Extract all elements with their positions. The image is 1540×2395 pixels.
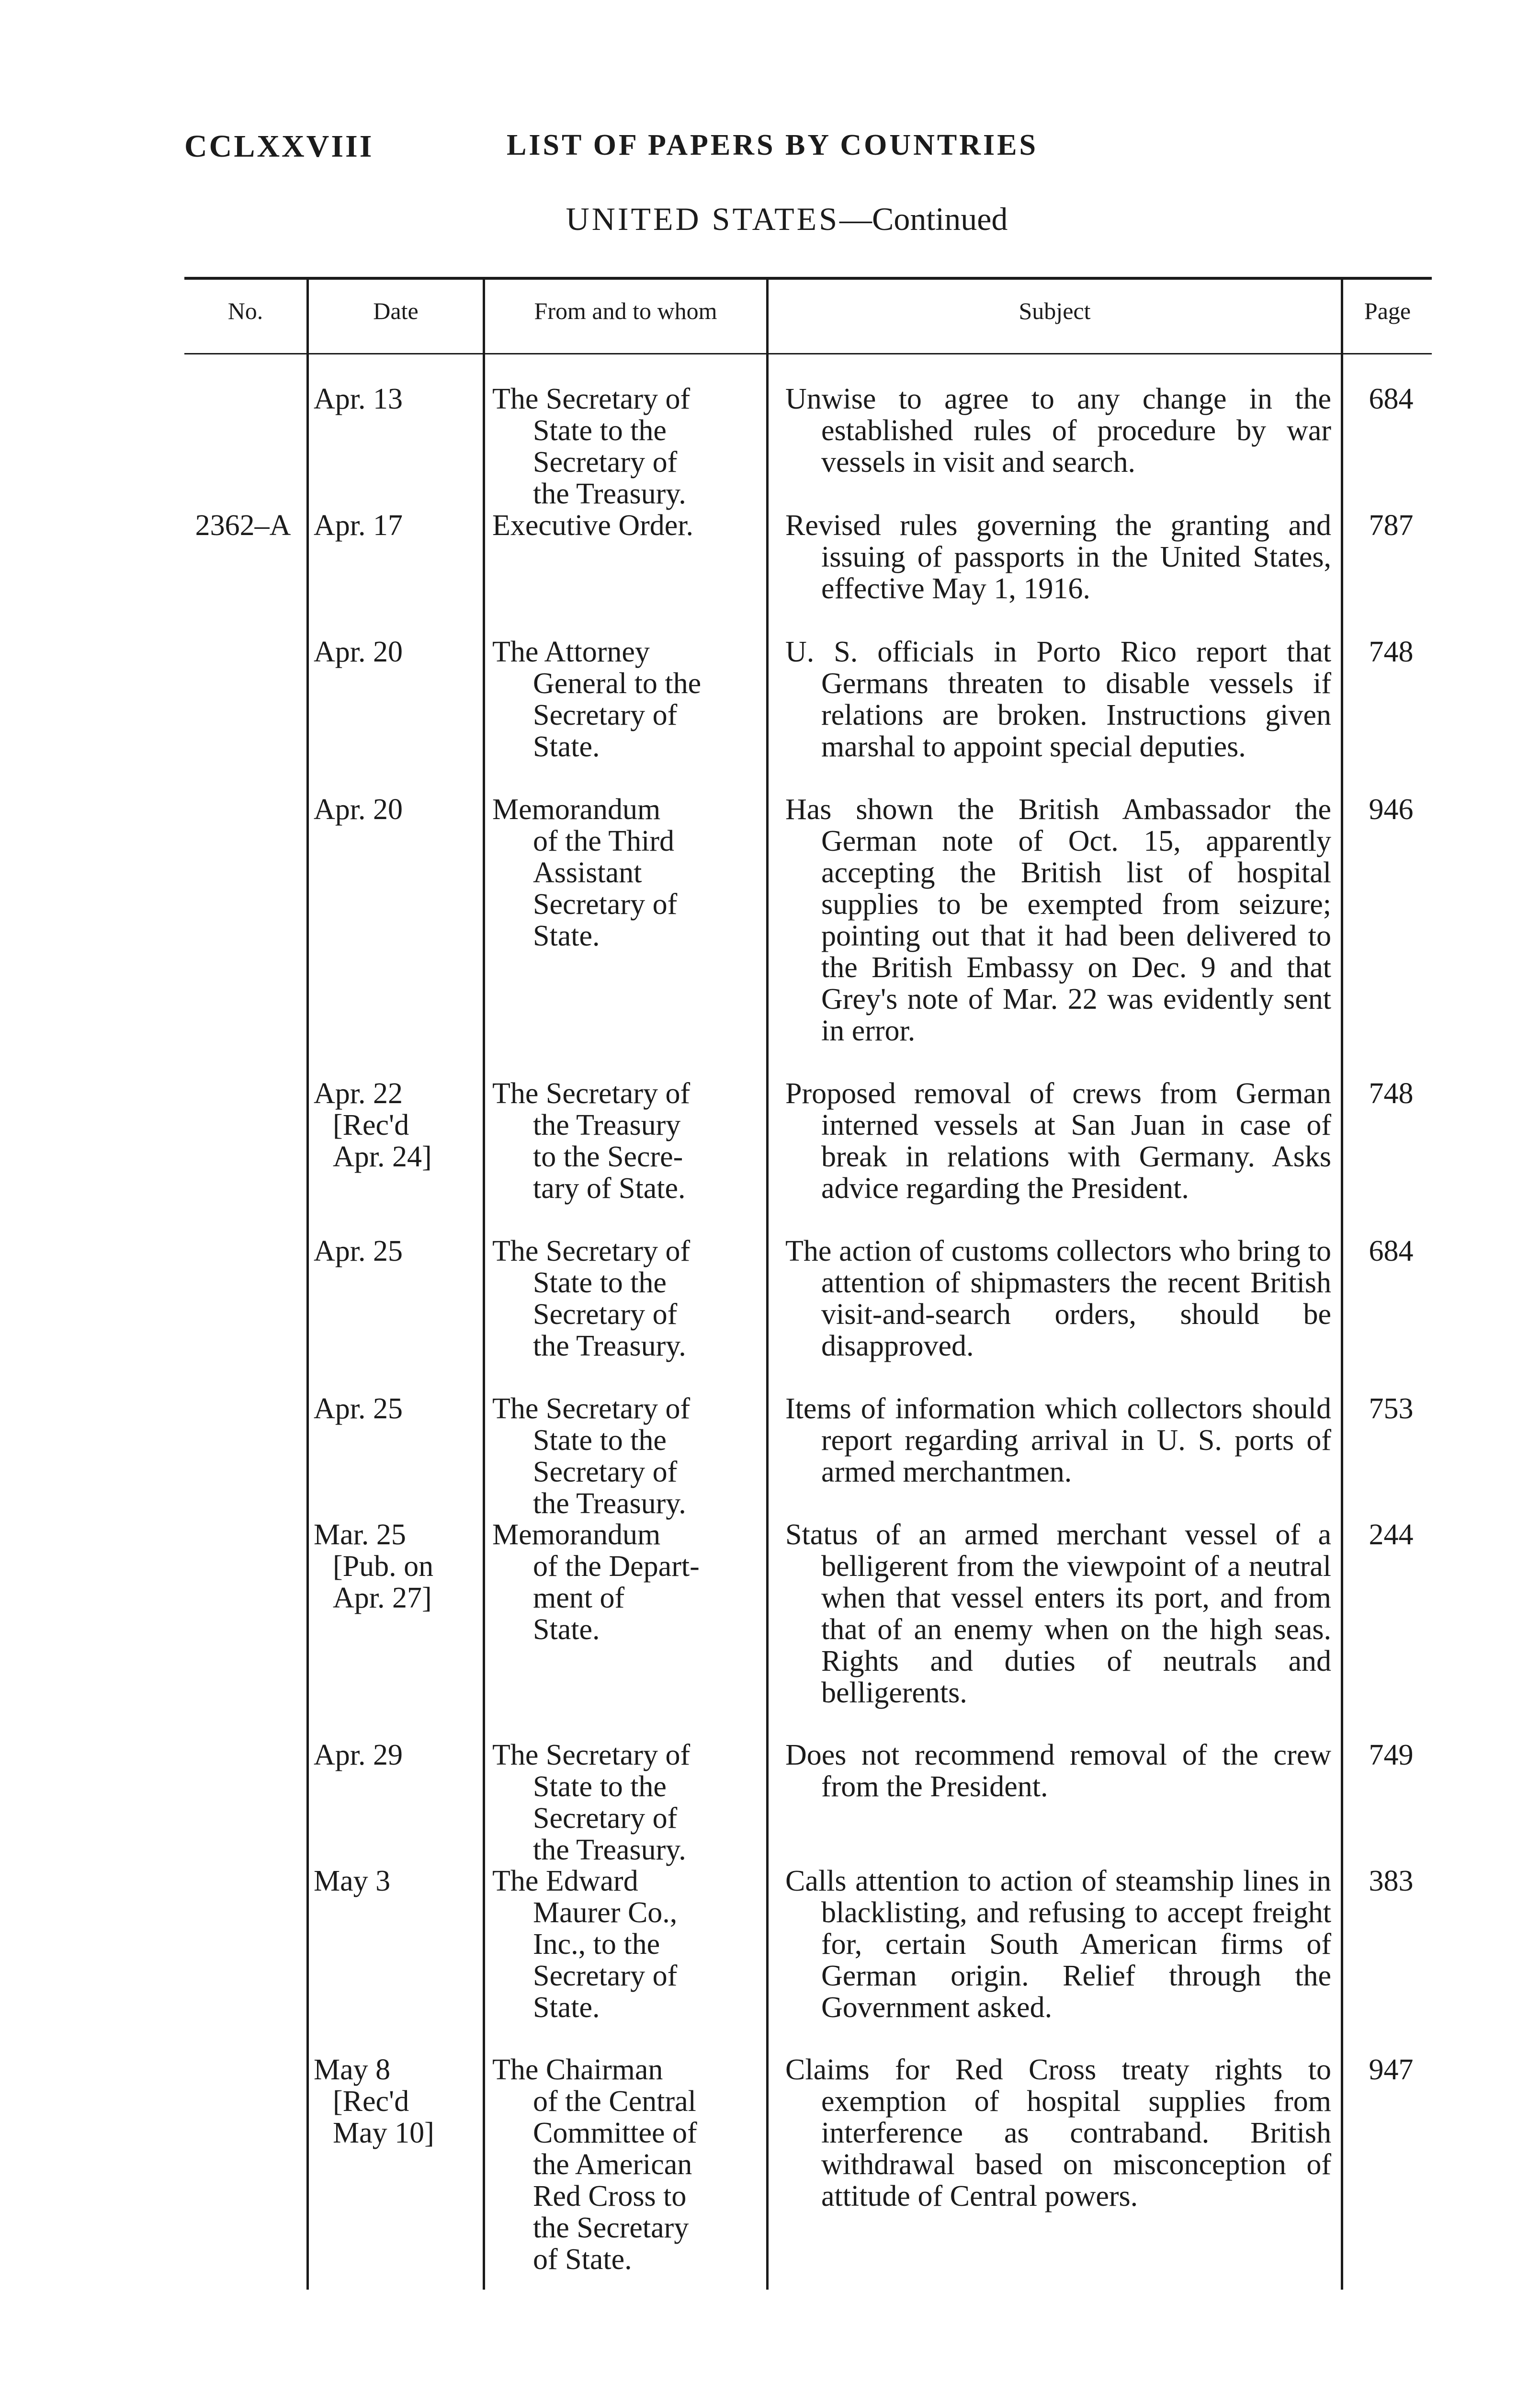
row-page: 244	[1369, 1518, 1414, 1551]
column-divider	[1341, 277, 1343, 2290]
from-line: the Treasury.	[533, 1834, 686, 1866]
date-line: Apr. 24]	[333, 1140, 432, 1173]
country-name: UNITED STATES	[566, 201, 840, 237]
from-line: Secretary of	[533, 699, 678, 731]
from-line: The Secretary of	[492, 1392, 691, 1425]
row-date	[314, 1393, 476, 1425]
from-line: of the Depart-	[533, 1550, 700, 1583]
column-header-subject: Subject	[1019, 297, 1091, 324]
from-line: State to the	[533, 1770, 667, 1803]
row-from-to	[492, 636, 758, 763]
row-date	[314, 1519, 476, 1614]
column-divider	[766, 277, 769, 2290]
row-from-to	[492, 1393, 758, 1519]
row-from-to	[492, 794, 758, 952]
row-subject: Claims for Red Cross treaty rights to exemption of hospital supplies from interference as contraband. British withdrawal based on misconception of attitude of Central powers.	[785, 2053, 1331, 2213]
table-top-rule	[184, 277, 1432, 280]
from-line: the Treasury.	[533, 478, 686, 510]
row-subject: Calls attention to action of steamship lines in blacklisting, and refusing to accept freight for, certain South American firms of German origin. Relief through the Government asked.	[785, 1865, 1331, 2024]
table-header-rule	[184, 353, 1432, 354]
from-line: the American	[533, 2148, 692, 2181]
row-from-to	[492, 1519, 758, 1645]
section-heading	[0, 200, 1540, 238]
date-line: [Pub. on	[333, 1550, 434, 1583]
row-from-to	[492, 1739, 758, 1866]
row-page: 753	[1369, 1392, 1414, 1425]
page-number: CCLXXVIII	[184, 129, 374, 164]
from-line: to the Secre-	[533, 1140, 683, 1173]
from-line: the Treasury	[533, 1109, 681, 1141]
from-line: Maurer Co.,	[533, 1896, 678, 1929]
from-line: Inc., to the	[533, 1928, 660, 1961]
row-date	[314, 1078, 476, 1173]
row-from-to	[492, 1235, 758, 1362]
date-line: Apr. 27]	[333, 1582, 432, 1614]
from-line: State.	[533, 1991, 600, 2024]
row-subject: Has shown the British Ambassador the German note of Oct. 15, apparently accepting the British list of hospital supplies to be exempted from seizure; pointing out that it had been delivered to the British Embassy on Dec. 9 and that Grey's note of Mar. 22 was evidently sent in error.	[785, 793, 1331, 1047]
from-line: Committee of	[533, 2117, 697, 2149]
from-line: Secretary of	[533, 1298, 678, 1331]
date-line: Apr. 25	[314, 1235, 403, 1267]
row-subject: Does not recommend removal of the crew from the President.	[785, 1739, 1331, 1803]
from-line: The Secretary of	[492, 383, 691, 415]
date-line: Apr. 13	[314, 383, 403, 415]
column-divider	[306, 277, 309, 2290]
from-line: Secretary of	[533, 1960, 678, 1992]
from-line: of the Central	[533, 2085, 696, 2118]
row-from-to	[492, 383, 758, 510]
from-line: The Secretary of	[492, 1235, 691, 1267]
from-line: The Secretary of	[492, 1739, 691, 1771]
date-line: [Rec'd	[333, 2085, 409, 2118]
running-title: LIST OF PAPERS BY COUNTRIES	[507, 129, 1038, 161]
from-line: The Chairman	[492, 2053, 663, 2086]
row-date	[314, 794, 476, 825]
column-header-date: Date	[373, 297, 419, 324]
from-line: State to the	[533, 414, 667, 447]
from-line: General to the	[533, 667, 702, 700]
row-date	[314, 636, 476, 668]
row-date	[314, 1235, 476, 1267]
row-date	[314, 1865, 476, 1897]
continued-label: —Continued	[839, 201, 1008, 237]
row-page: 748	[1369, 636, 1414, 668]
row-date	[314, 383, 476, 415]
from-line: the Treasury.	[533, 1330, 686, 1362]
from-line: the Treasury.	[533, 1487, 686, 1520]
from-line: The Attorney	[492, 636, 650, 668]
row-page: 787	[1369, 509, 1414, 542]
row-page: 947	[1369, 2053, 1414, 2086]
row-date	[314, 1739, 476, 1771]
row-subject: Revised rules governing the granting and issuing of passports in the United States, effective May 1, 1916.	[785, 509, 1331, 605]
column-header-from: From and to whom	[534, 297, 717, 324]
from-line: Secretary of	[533, 1456, 678, 1488]
from-line: State.	[533, 920, 600, 952]
row-number: 2362–A	[195, 509, 291, 542]
row-subject: The action of customs collectors who bring to attention of shipmasters the recent British visit-and-search orders, should be disapproved.	[785, 1235, 1331, 1362]
from-line: State.	[533, 730, 600, 763]
from-line: State to the	[533, 1424, 667, 1457]
date-line: Apr. 20	[314, 793, 403, 826]
from-line: the Secretary	[533, 2212, 689, 2244]
date-line: May 3	[314, 1865, 391, 1897]
row-subject: U. S. officials in Porto Rico report that Germans threaten to disable vessels if relations are broken. Instructions given marshal to appoint special deputies.	[785, 636, 1331, 763]
row-page: 749	[1369, 1739, 1414, 1771]
row-subject: Proposed removal of crews from German interned vessels at San Juan in case of break in relations with Germany. Asks advice regarding the President.	[785, 1077, 1331, 1205]
from-line: State.	[533, 1613, 600, 1646]
date-line: Apr. 17	[314, 509, 403, 542]
from-line: Assistant	[533, 856, 642, 889]
date-line: Apr. 22	[314, 1077, 403, 1110]
from-line: Memorandum	[492, 793, 661, 826]
date-line: Apr. 25	[314, 1392, 403, 1425]
row-date	[314, 2054, 476, 2149]
row-from-to	[492, 510, 758, 541]
from-line: Red Cross to	[533, 2180, 687, 2213]
column-header-no: No.	[227, 297, 263, 324]
row-subject: Items of information which collectors should report regarding arrival in U. S. ports of armed merchantmen.	[785, 1392, 1331, 1488]
from-line: Secretary of	[533, 888, 678, 921]
from-line: Secretary of	[533, 1802, 678, 1835]
row-page: 383	[1369, 1865, 1414, 1897]
from-line: Memorandum	[492, 1518, 661, 1551]
row-from-to	[492, 1865, 758, 2023]
from-line: State to the	[533, 1266, 667, 1299]
row-page: 748	[1369, 1077, 1414, 1110]
date-line: May 10]	[333, 2117, 434, 2149]
date-line: [Rec'd	[333, 1109, 409, 1141]
row-from-to	[492, 2054, 758, 2275]
row-subject: Status of an armed merchant vessel of a belligerent from the viewpoint of a neutral when that vessel enters its port, and from that of an enemy when on the high seas. Rights and duties of neutrals and belligerents.	[785, 1518, 1331, 1709]
date-line: Mar. 25	[314, 1518, 406, 1551]
row-page: 684	[1369, 1235, 1414, 1267]
column-header-page: Page	[1364, 297, 1411, 324]
row-date	[314, 510, 476, 541]
from-line: tary of State.	[533, 1172, 686, 1205]
from-line: The Edward	[492, 1865, 638, 1897]
date-line: Apr. 20	[314, 636, 403, 668]
date-line: May 8	[314, 2053, 391, 2086]
row-subject: Unwise to agree to any change in the established rules of procedure by war vessels in visit and search.	[785, 383, 1331, 479]
from-line: The Secretary of	[492, 1077, 691, 1110]
from-line: Executive Order.	[492, 509, 694, 542]
row-from-to	[492, 1078, 758, 1204]
date-line: Apr. 29	[314, 1739, 403, 1771]
from-line: Secretary of	[533, 446, 678, 479]
row-page: 946	[1369, 793, 1414, 826]
column-divider	[483, 277, 485, 2290]
from-line: of State.	[533, 2243, 632, 2276]
row-page: 684	[1369, 383, 1414, 415]
from-line: ment of	[533, 1582, 625, 1614]
from-line: of the Third	[533, 825, 675, 857]
